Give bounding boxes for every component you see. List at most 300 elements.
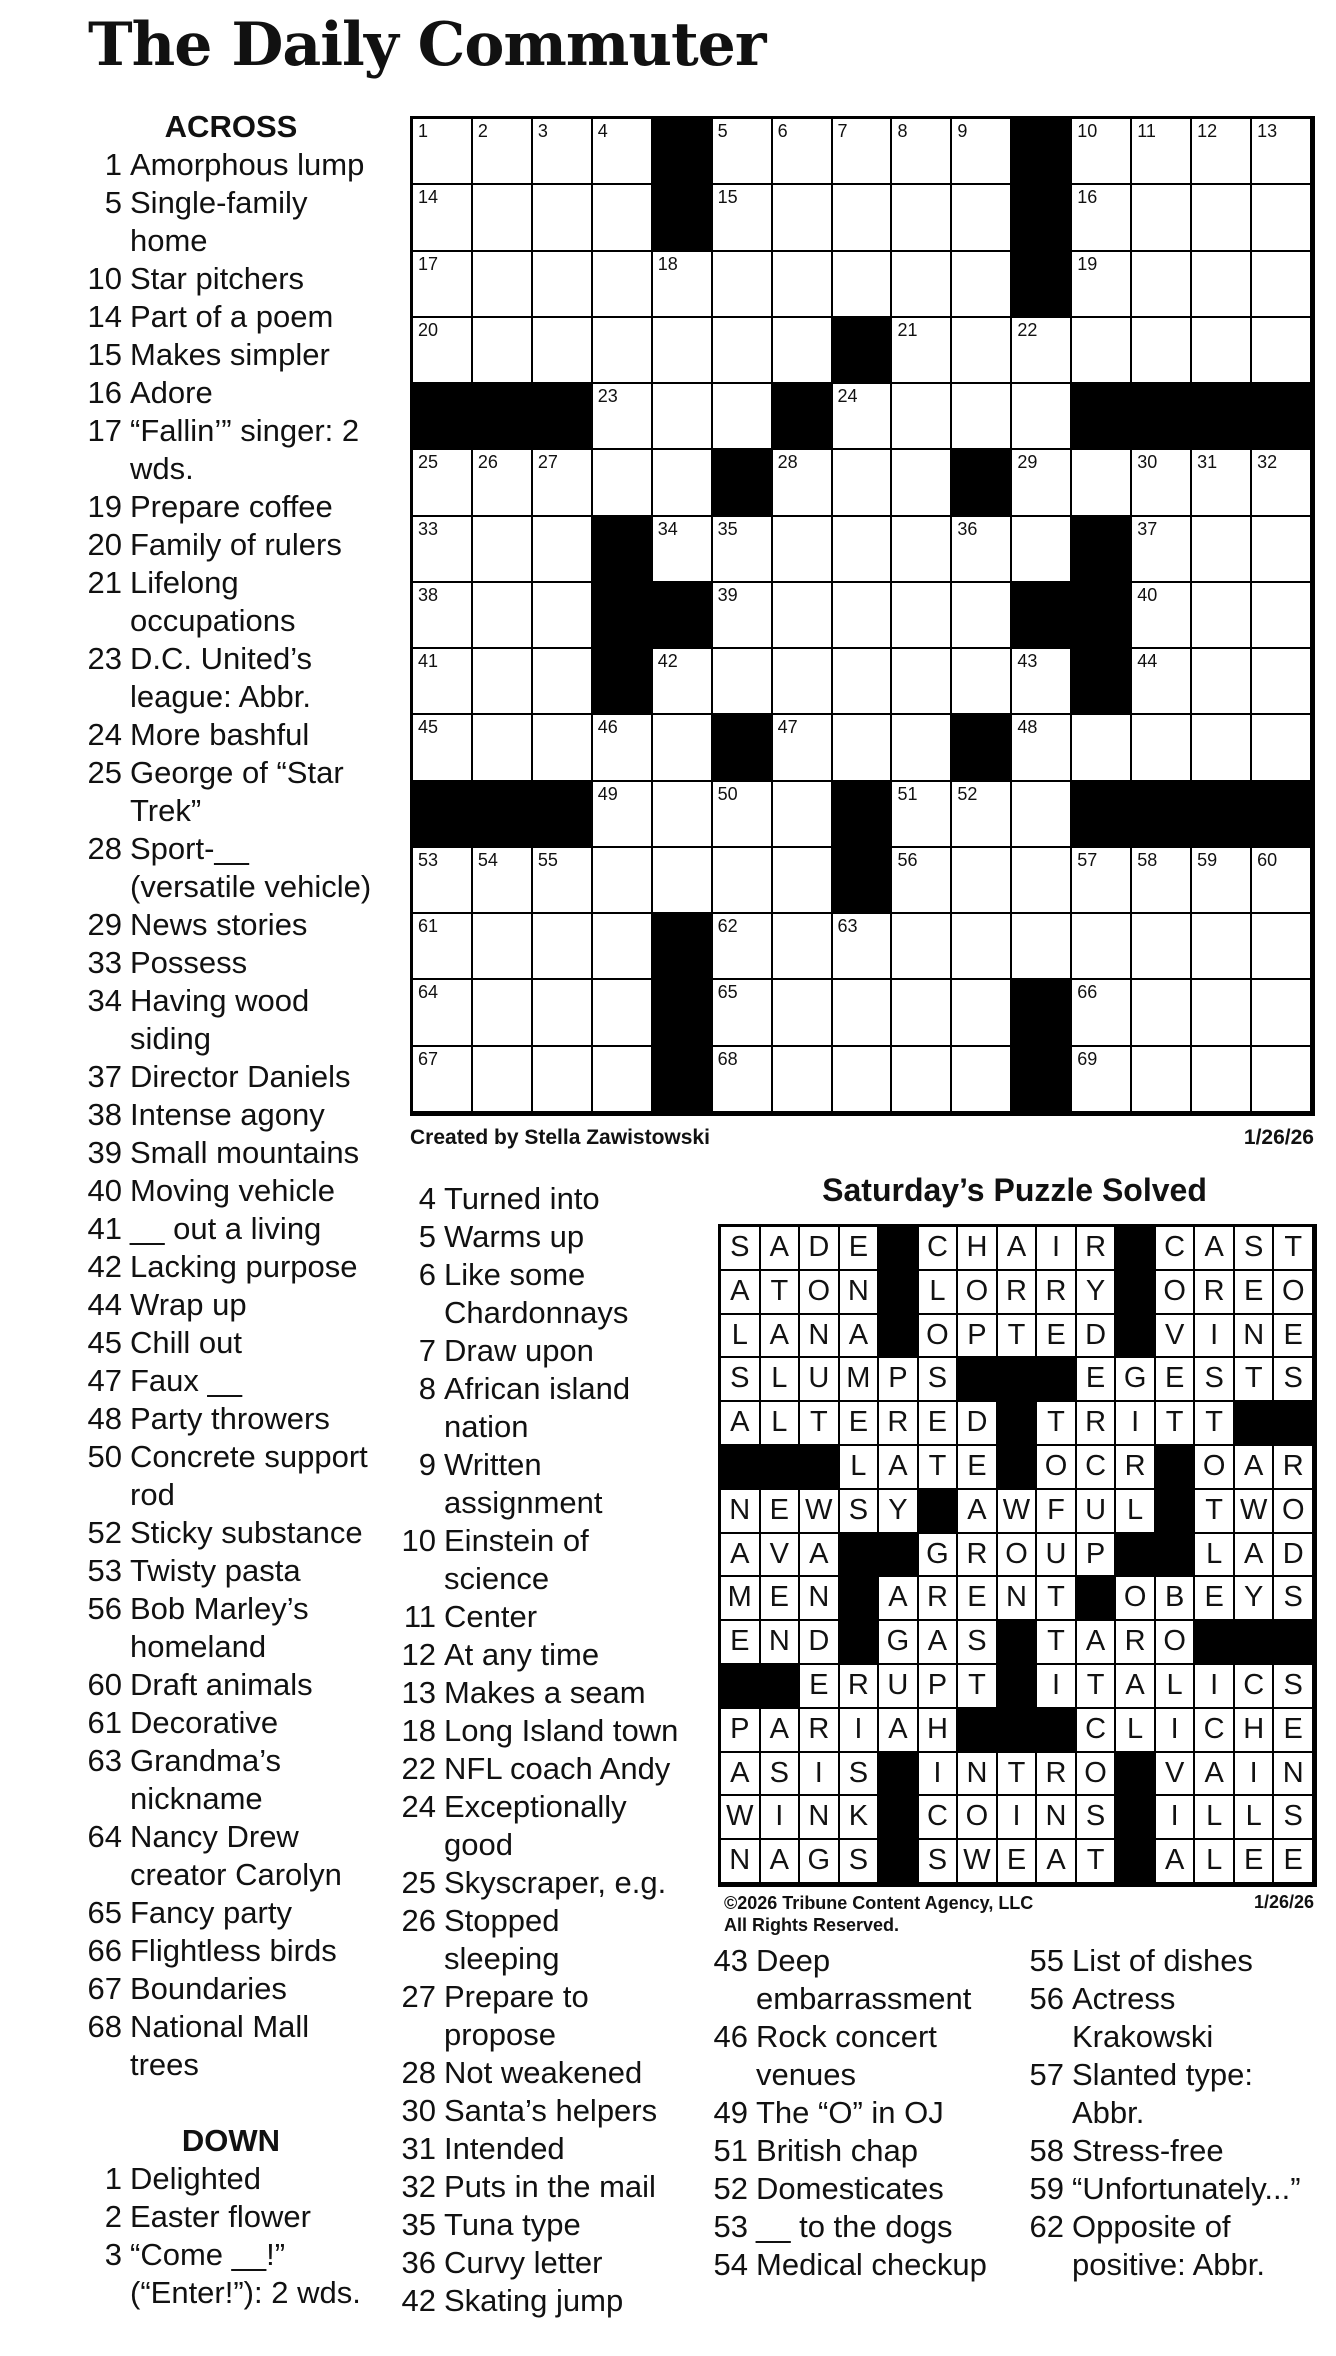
grid-cell[interactable] <box>713 517 773 583</box>
clue-text: Nancy Drew <box>130 1819 299 1854</box>
grid-cell[interactable] <box>653 384 713 450</box>
clue-number: 28 <box>87 831 122 866</box>
solved-letter: W <box>721 1796 761 1840</box>
grid-cell[interactable] <box>533 583 593 649</box>
solved-letter: A <box>761 1315 801 1359</box>
grid-cell[interactable] <box>1252 848 1312 914</box>
grid-cell[interactable] <box>1132 649 1192 715</box>
clue-number: 35 <box>401 2207 436 2242</box>
grid-cell[interactable] <box>1192 980 1252 1046</box>
grid-cell[interactable] <box>1192 715 1252 781</box>
solved-letter: N <box>800 1315 840 1359</box>
grid-cell[interactable] <box>952 384 1012 450</box>
grid-cell[interactable] <box>1132 517 1192 583</box>
grid-cell[interactable] <box>653 848 713 914</box>
solved-letter: Y <box>1235 1577 1275 1621</box>
grid-cell[interactable] <box>892 185 952 251</box>
grid-cell[interactable] <box>1252 980 1312 1046</box>
solved-letter: N <box>761 1621 801 1665</box>
grid-cell[interactable] <box>593 715 653 781</box>
grid-cell[interactable] <box>1072 185 1132 251</box>
grid-cell[interactable] <box>833 450 893 516</box>
grid-cell[interactable] <box>1192 517 1252 583</box>
grid-cell[interactable] <box>952 848 1012 914</box>
clue <box>86 1134 408 1172</box>
grid-cell[interactable] <box>892 318 952 384</box>
grid-cell[interactable] <box>1252 252 1312 318</box>
grid-cell[interactable] <box>713 980 773 1046</box>
grid-cell[interactable] <box>1072 252 1132 318</box>
clue-text: Warms up <box>444 1219 585 1254</box>
grid-cell[interactable] <box>1132 185 1192 251</box>
clue-text: George of “Star <box>130 755 344 790</box>
grid-cell[interactable] <box>653 715 713 781</box>
grid-cell[interactable] <box>773 318 833 384</box>
solved-letter: S <box>1274 1577 1314 1621</box>
copyright-line-1: ©2026 Tribune Content Agency, LLC <box>724 1893 1034 1913</box>
grid-cell[interactable] <box>473 450 533 516</box>
grid-cell[interactable] <box>1132 119 1192 185</box>
grid-cell[interactable] <box>892 914 952 980</box>
grid-cell[interactable] <box>1072 848 1132 914</box>
grid-cell[interactable] <box>653 649 713 715</box>
clue-text: Abbr. <box>1072 2095 1145 2130</box>
grid-cell[interactable] <box>473 517 533 583</box>
grid-cell[interactable] <box>1132 848 1192 914</box>
clue-text: News stories <box>130 907 308 942</box>
clue <box>400 1446 700 1522</box>
grid-cell[interactable] <box>593 914 653 980</box>
grid-cell[interactable] <box>1072 980 1132 1046</box>
solved-black-square <box>958 1709 998 1753</box>
grid-cell[interactable] <box>1252 318 1312 384</box>
clue-text: Written <box>444 1447 542 1482</box>
clue-text: __ to the dogs <box>756 2209 953 2244</box>
grid-cell[interactable] <box>1072 1047 1132 1113</box>
grid-cell[interactable] <box>1012 715 1072 781</box>
grid-cell[interactable] <box>833 980 893 1046</box>
clue-text: More bashful <box>130 717 310 752</box>
grid-cell[interactable] <box>473 715 533 781</box>
grid-cell[interactable] <box>1192 649 1252 715</box>
grid-cell[interactable] <box>892 517 952 583</box>
grid-cell[interactable] <box>413 914 473 980</box>
grid-cell[interactable] <box>892 980 952 1046</box>
grid-cell[interactable] <box>1252 649 1312 715</box>
grid-cell[interactable] <box>1012 384 1072 450</box>
grid-cell[interactable] <box>1012 450 1072 516</box>
grid-cell[interactable] <box>713 649 773 715</box>
solved-letter: C <box>919 1796 959 1840</box>
grid-cell[interactable] <box>713 119 773 185</box>
solved-letter: E <box>1077 1358 1117 1402</box>
grid-cell[interactable] <box>952 649 1012 715</box>
grid-cell[interactable] <box>833 583 893 649</box>
grid-cell[interactable] <box>473 318 533 384</box>
clue-text: Director Daniels <box>130 1059 351 1094</box>
grid-cell[interactable] <box>833 252 893 318</box>
clue-text: The “O” in OJ <box>756 2095 944 2130</box>
grid-cell[interactable] <box>1132 980 1192 1046</box>
solved-letter: A <box>1037 1840 1077 1884</box>
solved-letter: N <box>800 1577 840 1621</box>
grid-cell[interactable] <box>473 1047 533 1113</box>
grid-cell[interactable] <box>533 914 593 980</box>
grid-cell[interactable] <box>413 980 473 1046</box>
down-clue-list-1 <box>86 2160 408 2312</box>
solved-black-square <box>998 1446 1038 1490</box>
solved-letter: N <box>800 1796 840 1840</box>
grid-cell[interactable] <box>413 318 473 384</box>
grid-cell[interactable] <box>1072 450 1132 516</box>
solved-letter: T <box>1077 1840 1117 1884</box>
grid-cell[interactable] <box>1012 848 1072 914</box>
grid-cell[interactable] <box>1192 185 1252 251</box>
grid-cell[interactable] <box>713 914 773 980</box>
grid-cell[interactable] <box>833 1047 893 1113</box>
grid-cell[interactable] <box>713 583 773 649</box>
grid-cell[interactable] <box>1012 517 1072 583</box>
grid-cell[interactable] <box>833 119 893 185</box>
clue <box>1028 2170 1328 2208</box>
grid-cell[interactable] <box>952 583 1012 649</box>
grid-cell[interactable] <box>593 450 653 516</box>
grid-cell[interactable] <box>593 318 653 384</box>
cell-number: 54 <box>477 849 498 870</box>
grid-cell[interactable] <box>473 914 533 980</box>
solved-letter: R <box>1077 1402 1117 1446</box>
solved-black-square <box>1116 1315 1156 1359</box>
grid-cell[interactable] <box>773 517 833 583</box>
cell-number: 47 <box>777 717 798 738</box>
clue <box>400 2130 700 2168</box>
grid-cell[interactable] <box>892 649 952 715</box>
cell-number: 48 <box>1017 717 1038 738</box>
solved-letter: C <box>1077 1446 1117 1490</box>
grid-cell[interactable] <box>713 252 773 318</box>
grid-cell[interactable] <box>1072 914 1132 980</box>
grid-cell[interactable] <box>1072 119 1132 185</box>
grid-cell[interactable] <box>533 649 593 715</box>
grid-cell[interactable] <box>1192 914 1252 980</box>
grid-cell[interactable] <box>833 715 893 781</box>
clue-number: 55 <box>1029 1943 1064 1978</box>
grid-cell[interactable] <box>653 318 713 384</box>
grid-cell[interactable] <box>773 450 833 516</box>
clue-text: Twisty pasta <box>130 1553 301 1588</box>
clue-number: 17 <box>87 413 122 448</box>
grid-cell[interactable] <box>473 119 533 185</box>
grid-cell[interactable] <box>773 1047 833 1113</box>
black-square <box>593 583 653 649</box>
grid-cell[interactable] <box>533 715 593 781</box>
grid-cell[interactable] <box>952 1047 1012 1113</box>
grid-cell[interactable] <box>533 517 593 583</box>
clue <box>86 2008 408 2084</box>
grid-cell[interactable] <box>1132 318 1192 384</box>
solved-letter: M <box>721 1577 761 1621</box>
grid-cell[interactable] <box>593 252 653 318</box>
cell-number: 10 <box>1077 121 1098 141</box>
clue <box>86 1552 408 1590</box>
grid-cell[interactable] <box>833 384 893 450</box>
clue-text: Having wood <box>130 983 310 1018</box>
clue-text: Family of rulers <box>130 527 342 562</box>
clue-number: 7 <box>418 1333 436 1368</box>
cell-number: 17 <box>418 253 439 274</box>
solved-letter: T <box>1195 1490 1235 1534</box>
solved-black-square <box>1156 1446 1196 1490</box>
grid-cell[interactable] <box>833 914 893 980</box>
grid-cell[interactable] <box>892 384 952 450</box>
grid-cell[interactable] <box>1252 517 1312 583</box>
grid-cell[interactable] <box>892 252 952 318</box>
grid-cell[interactable] <box>593 782 653 848</box>
grid-cell[interactable] <box>773 185 833 251</box>
grid-cell[interactable] <box>593 848 653 914</box>
black-square <box>833 318 893 384</box>
grid-cell[interactable] <box>1012 782 1072 848</box>
solved-letter: A <box>919 1621 959 1665</box>
grid-cell[interactable] <box>413 1047 473 1113</box>
grid-cell[interactable] <box>413 649 473 715</box>
grid-cell[interactable] <box>713 384 773 450</box>
grid-cell[interactable] <box>952 980 1012 1046</box>
grid-cell[interactable] <box>1012 914 1072 980</box>
grid-cell[interactable] <box>1252 715 1312 781</box>
grid-cell[interactable] <box>1072 318 1132 384</box>
grid-cell[interactable] <box>833 185 893 251</box>
grid-cell[interactable] <box>1132 583 1192 649</box>
clue-text: Decorative <box>130 1705 279 1740</box>
grid-cell[interactable] <box>413 583 473 649</box>
solved-letter: T <box>1195 1402 1235 1446</box>
cell-number: 67 <box>418 1048 439 1069</box>
grid-cell[interactable] <box>653 450 713 516</box>
solved-letter: O <box>1195 1446 1235 1490</box>
clue-number: 41 <box>87 1211 122 1246</box>
grid-cell[interactable] <box>1192 583 1252 649</box>
solved-letter: B <box>1156 1577 1196 1621</box>
solved-letter: S <box>840 1490 880 1534</box>
grid-cell[interactable] <box>892 782 952 848</box>
grid-cell[interactable] <box>773 715 833 781</box>
grid-cell[interactable] <box>1132 252 1192 318</box>
grid-cell[interactable] <box>952 782 1012 848</box>
grid-cell[interactable] <box>1192 119 1252 185</box>
grid-cell[interactable] <box>533 1047 593 1113</box>
solved-black-square <box>721 1446 761 1490</box>
solved-black-square <box>840 1621 880 1665</box>
grid-cell[interactable] <box>773 252 833 318</box>
grid-cell[interactable] <box>773 980 833 1046</box>
black-square <box>713 450 773 516</box>
grid-cell[interactable] <box>473 185 533 251</box>
grid-cell[interactable] <box>892 715 952 781</box>
grid-cell[interactable] <box>1192 318 1252 384</box>
grid-cell[interactable] <box>473 649 533 715</box>
grid-cell[interactable] <box>533 119 593 185</box>
solved-letter: C <box>919 1227 959 1271</box>
grid-cell[interactable] <box>593 119 653 185</box>
solved-letter: L <box>1156 1665 1196 1709</box>
grid-cell[interactable] <box>413 450 473 516</box>
grid-cell[interactable] <box>1012 649 1072 715</box>
black-square <box>1252 384 1312 450</box>
clue-number: 56 <box>1029 1981 1064 2016</box>
grid-cell[interactable] <box>593 384 653 450</box>
solved-letter: L <box>840 1446 880 1490</box>
grid-cell[interactable] <box>413 848 473 914</box>
clue-text: Draft animals <box>130 1667 313 1702</box>
grid-cell[interactable] <box>653 252 713 318</box>
solved-black-square <box>1037 1358 1077 1402</box>
solved-black-square <box>1116 1227 1156 1271</box>
clue-text: Krakowski <box>1072 2019 1214 2054</box>
solved-letter: N <box>958 1753 998 1797</box>
solved-letter: D <box>800 1621 840 1665</box>
grid-cell[interactable] <box>413 185 473 251</box>
grid-cell[interactable] <box>593 980 653 1046</box>
down-clue-list-2 <box>400 1180 700 2320</box>
clue <box>712 2170 1022 2208</box>
grid-cell[interactable] <box>773 782 833 848</box>
grid-cell[interactable] <box>833 649 893 715</box>
grid-cell[interactable] <box>653 782 713 848</box>
grid-cell[interactable] <box>413 252 473 318</box>
clue-number: 8 <box>418 1371 436 1406</box>
cell-number: 6 <box>777 121 788 141</box>
grid-cell[interactable] <box>952 914 1012 980</box>
grid-cell[interactable] <box>1252 185 1312 251</box>
cell-number: 23 <box>597 386 618 407</box>
cell-number: 31 <box>1197 452 1218 473</box>
grid-cell[interactable] <box>1072 715 1132 781</box>
solved-letter: C <box>1156 1227 1196 1271</box>
solved-letter: P <box>879 1358 919 1402</box>
solved-letter: K <box>840 1796 880 1840</box>
grid-cell[interactable] <box>1132 914 1192 980</box>
grid-cell[interactable] <box>773 119 833 185</box>
cell-number: 60 <box>1257 849 1278 870</box>
grid-cell[interactable] <box>593 1047 653 1113</box>
grid-cell[interactable] <box>533 252 593 318</box>
solved-letter: T <box>998 1753 1038 1797</box>
grid-cell[interactable] <box>1252 583 1312 649</box>
grid-cell[interactable] <box>713 848 773 914</box>
solved-letter: I <box>1235 1753 1275 1797</box>
grid-cell[interactable] <box>713 318 773 384</box>
clue <box>86 488 408 526</box>
cell-number: 52 <box>957 783 978 804</box>
grid-cell[interactable] <box>533 980 593 1046</box>
clue-number: 51 <box>713 2133 748 2168</box>
grid-cell[interactable] <box>1252 914 1312 980</box>
clue-number: 30 <box>401 2093 436 2128</box>
grid-cell[interactable] <box>593 185 653 251</box>
grid-cell[interactable] <box>1192 252 1252 318</box>
clue-number: 15 <box>87 337 122 372</box>
grid-cell[interactable] <box>892 1047 952 1113</box>
grid-cell[interactable] <box>533 185 593 251</box>
grid-cell[interactable] <box>1132 715 1192 781</box>
grid-cell[interactable] <box>473 583 533 649</box>
grid-cell[interactable] <box>773 649 833 715</box>
grid-cell[interactable] <box>952 318 1012 384</box>
clue <box>400 1522 700 1598</box>
grid-cell[interactable] <box>1252 1047 1312 1113</box>
grid-cell[interactable] <box>473 980 533 1046</box>
grid-cell[interactable] <box>1252 119 1312 185</box>
grid-cell[interactable] <box>413 119 473 185</box>
grid-cell[interactable] <box>1012 318 1072 384</box>
grid-cell[interactable] <box>413 715 473 781</box>
grid-cell[interactable] <box>892 450 952 516</box>
grid-cell[interactable] <box>773 583 833 649</box>
solved-letter: S <box>958 1621 998 1665</box>
grid-cell[interactable] <box>1252 450 1312 516</box>
grid-cell[interactable] <box>952 119 1012 185</box>
grid-cell[interactable] <box>1132 450 1192 516</box>
cell-number: 66 <box>1077 982 1098 1003</box>
solved-black-square <box>1077 1577 1117 1621</box>
clue-text: creator Carolyn <box>130 1857 342 1892</box>
grid-cell[interactable] <box>892 848 952 914</box>
clue-number: 63 <box>87 1743 122 1778</box>
grid-cell[interactable] <box>773 848 833 914</box>
solved-letter: T <box>1037 1621 1077 1665</box>
grid-cell[interactable] <box>1192 1047 1252 1113</box>
grid-cell[interactable] <box>952 252 1012 318</box>
solved-letter: S <box>1077 1796 1117 1840</box>
grid-cell[interactable] <box>1132 1047 1192 1113</box>
black-square <box>773 384 833 450</box>
clue-text: “Come __!” <box>130 2237 286 2272</box>
clue <box>712 2132 1022 2170</box>
grid-cell[interactable] <box>892 583 952 649</box>
grid-cell[interactable] <box>473 848 533 914</box>
grid-cell[interactable] <box>713 185 773 251</box>
grid-cell[interactable] <box>533 318 593 384</box>
clue-text: trees <box>130 2047 199 2082</box>
grid-cell[interactable] <box>473 252 533 318</box>
clue-text: Intended <box>444 2131 565 2166</box>
clue <box>712 2018 1022 2094</box>
grid-cell[interactable] <box>533 450 593 516</box>
grid-cell[interactable] <box>653 517 713 583</box>
clue-number: 37 <box>87 1059 122 1094</box>
clue-text: Turned into <box>444 1181 600 1216</box>
clue-text: sleeping <box>444 1941 560 1976</box>
grid-cell[interactable] <box>892 119 952 185</box>
grid-cell[interactable] <box>413 517 473 583</box>
solved-letter: E <box>1235 1840 1275 1884</box>
clue-number: 9 <box>418 1447 436 1482</box>
grid-cell[interactable] <box>533 848 593 914</box>
cell-number: 27 <box>537 452 558 473</box>
clue <box>86 374 408 412</box>
grid-cell[interactable] <box>1192 450 1252 516</box>
grid-cell[interactable] <box>952 517 1012 583</box>
grid-cell[interactable] <box>1192 848 1252 914</box>
solved-letter: I <box>1195 1315 1235 1359</box>
grid-cell[interactable] <box>713 782 773 848</box>
clue-number: 52 <box>87 1515 122 1550</box>
grid-cell[interactable] <box>952 185 1012 251</box>
grid-cell[interactable] <box>713 1047 773 1113</box>
grid-cell[interactable] <box>773 914 833 980</box>
grid-cell[interactable] <box>833 517 893 583</box>
